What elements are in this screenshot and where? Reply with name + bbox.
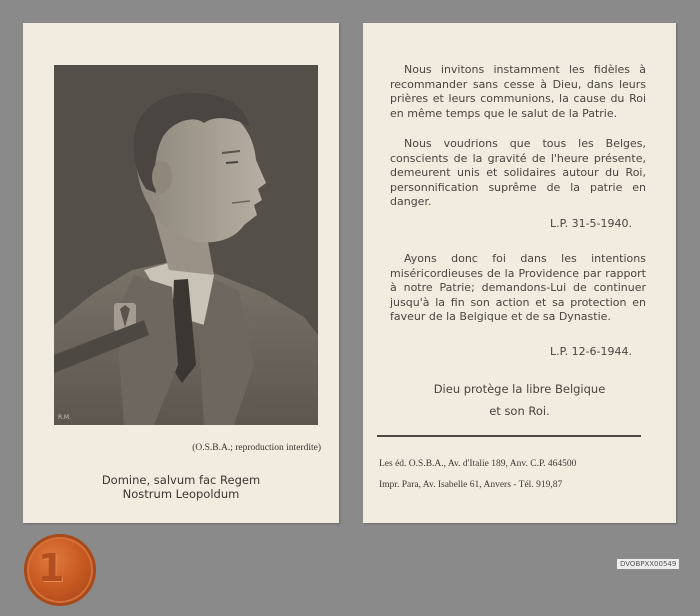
- prayer-card-back: [363, 23, 676, 523]
- prayer-card-front: [23, 23, 339, 523]
- photographer-mark: R.M.: [58, 414, 71, 421]
- paragraph-3: [390, 252, 646, 325]
- blessing-line-2: et son Roi.: [489, 404, 550, 418]
- paragraph-1: [390, 63, 646, 121]
- blessing-line-1: Dieu protège la libre Belgique: [433, 382, 606, 396]
- paragraph-2-text: Nous voudrions que tous les Belges, conscients de la gravité de l'heure présente, demeurent unis et solidaires autour du Roi, personnification suprême de la patrie en danger.: [390, 137, 646, 209]
- inventory-label: DVOBPXX00549: [617, 559, 679, 569]
- paragraph-1-text: Nous invitons instamment les fidèles à recommander sans cesse à Dieu, dans leurs prières et leurs communions, la cause du Roi en même temps que le salut de la Patrie.: [390, 63, 646, 120]
- euro-cent-coin: [24, 534, 96, 606]
- reference-2: L.P. 12-6-1944.: [550, 345, 632, 358]
- prayer-line-2: Nostrum Leopoldum: [122, 487, 240, 501]
- paragraph-2: [390, 137, 646, 210]
- copyright-note: (O.S.B.A.; reproduction interdite): [192, 443, 321, 453]
- printer-imprint: Impr. Para, Av. Isabelle 61, Anvers - Tél. 919,87: [379, 480, 563, 490]
- portrait-illustration: [54, 65, 318, 425]
- latin-prayer: [23, 473, 339, 501]
- king-portrait-photo: [54, 65, 318, 425]
- paragraph-3-text: Ayons donc foi dans les intentions miséricordieuses de la Providence par rapport à notre Patrie; demandons-Lui de continuer jusqu'à la fin son action et sa protection en faveur de la Belgique et de sa Dynastie.: [390, 252, 646, 324]
- prayer-line-1: Domine, salvum fac Regem: [101, 473, 261, 487]
- divider-rule: [377, 435, 641, 437]
- publisher-imprint: Les éd. O.S.B.A., Av. d'Italie 189, Anv. C.P. 464500: [379, 459, 577, 469]
- blessing: [363, 378, 676, 422]
- coin-numeral: 1: [38, 546, 65, 590]
- reference-1: L.P. 31-5-1940.: [550, 217, 632, 230]
